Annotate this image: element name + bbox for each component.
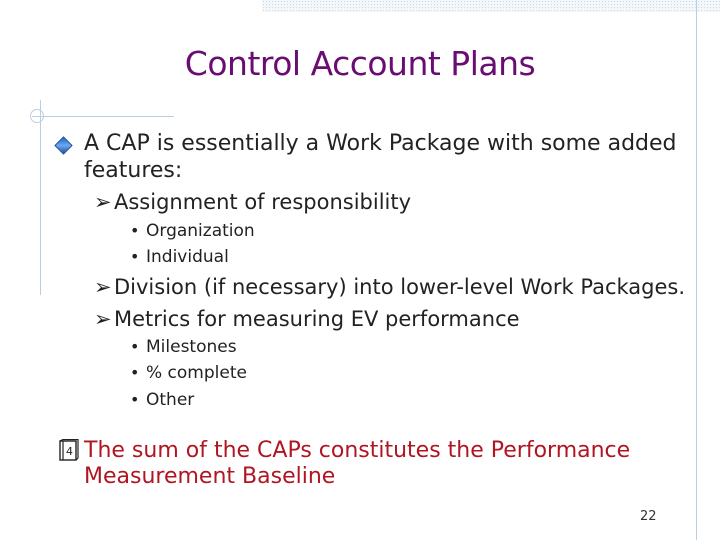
sub-item-2-label: Division (if necessary) into lower-level Work Packages.	[114, 275, 686, 299]
arrow-right-icon: ➢	[94, 190, 112, 214]
sub-item-1-label: Assignment of responsibility	[114, 190, 412, 214]
bullet-1-line-1: A CAP is essentially a Work Package with some added	[84, 131, 677, 156]
sub-item-3-label: Metrics for measuring EV performance	[114, 307, 520, 331]
decorative-left-line	[40, 100, 41, 295]
list-item	[130, 247, 229, 267]
sub-item-3	[94, 307, 520, 331]
svg-text:4: 4	[66, 445, 73, 458]
bullet-2-line-2: Measurement Baseline	[84, 464, 336, 489]
arrow-right-icon: ➢	[94, 275, 112, 299]
sub-item-1	[94, 190, 411, 214]
dot-icon: •	[130, 363, 140, 382]
slide-title: Control Account Plans	[184, 44, 536, 83]
bullet-2-line-1: The sum of the CAPs constitutes the Performance	[84, 438, 631, 463]
list-item-label: Individual	[146, 247, 229, 267]
list-item-label: Organization	[146, 221, 255, 241]
list-item-label: Other	[146, 390, 195, 410]
dot-icon: •	[130, 247, 140, 266]
sub-item-2	[94, 275, 685, 299]
decorative-checker-band	[262, 0, 720, 12]
decorative-horizontal-line	[32, 116, 174, 117]
bullet-1-line-2: features:	[84, 158, 183, 183]
list-item	[130, 363, 247, 383]
dot-icon: •	[130, 390, 140, 409]
decorative-circle-mark	[30, 109, 44, 123]
arrow-right-icon: ➢	[94, 307, 112, 331]
dot-icon: •	[130, 337, 140, 356]
dot-icon: •	[130, 221, 140, 240]
list-item-label: % complete	[146, 363, 247, 383]
list-item	[130, 221, 255, 241]
page-number: 22	[640, 509, 657, 524]
book-icon	[58, 439, 80, 463]
diamond-icon	[54, 136, 72, 154]
list-item	[130, 390, 194, 410]
list-item-label: Milestones	[146, 337, 237, 357]
list-item	[130, 337, 237, 357]
